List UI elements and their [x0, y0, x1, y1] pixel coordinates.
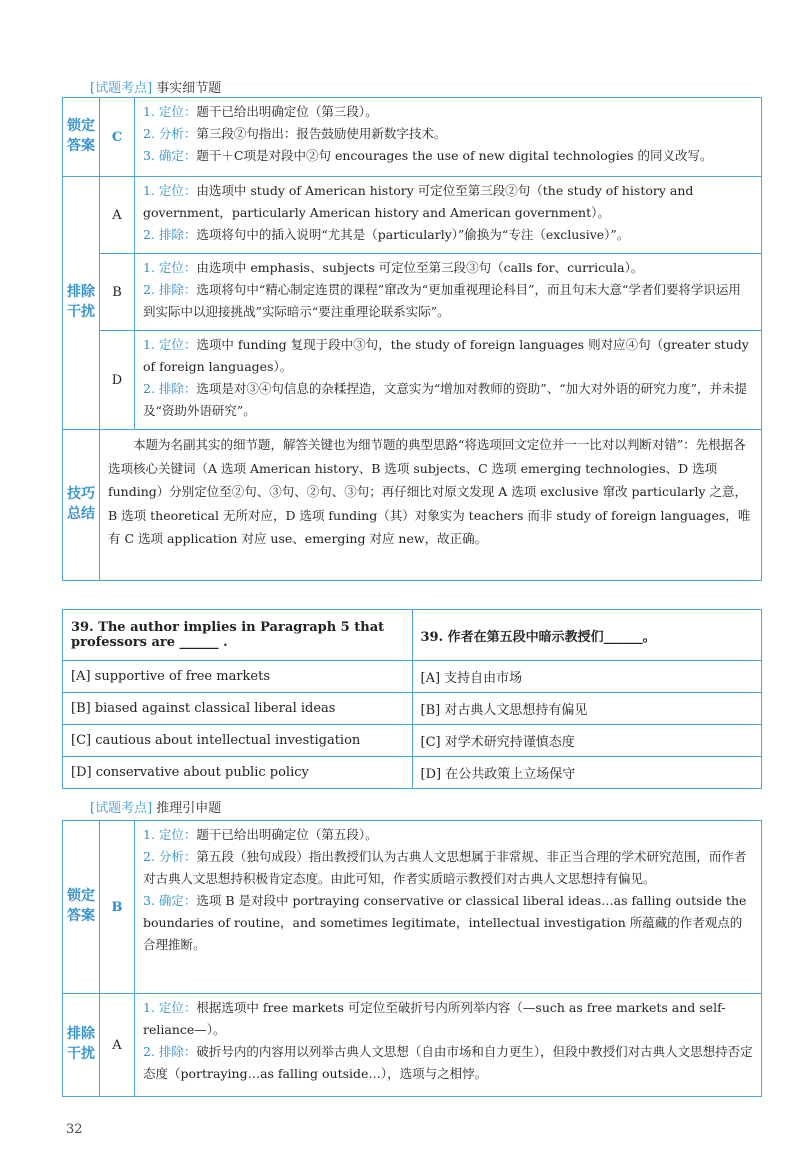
- exclude-option-a: A 1. 定位：由选项中 study of American history 可定位至第三段②句（the study of history and government，particularly American history and American government）。 2. 排除：选项将句中的插入说明“尤其是（particularly）”偷换为“专注（exclusive）”。: [100, 177, 761, 253]
- lock-answer-content: 1. 定位：题干已给出明确定位（第三段）。 2. 分析：第三段②句指出：报告鼓励使用新数字技术。 3. 确定：题干＋C项是对段中②句 encourages the use of new digital technologies 的同义改写。: [143, 104, 713, 163]
- option-letter: B: [100, 254, 135, 330]
- analysis-table-1: [62, 97, 762, 581]
- skill-summary-text: 本题为名副其实的细节题，解答关键也为细节题的典型思路“将选项回文定位并一一比对以判断对错”：先根据各选项核心关键词（A 选项 American history、B 选项 subjects、C 选项 emerging technologies、D 选项 funding）分别定位至②句、③句、②句、③句；再仔细比对原文发现 A 选项 exclusive 窜改 particularly 之意，B 选项 theoretical 无所对应，D 选项 funding（其）对象实为 teachers 而非 study of foreign languages，唯有 C 选项 application 对应 use、emerging 对应 new，故正确。: [108, 437, 751, 546]
- kaodian-label-1: [90, 77, 221, 96]
- option-d-en: [D] conservative about public policy: [63, 757, 413, 789]
- option-letter: A: [100, 994, 135, 1096]
- lock-answer-content: 1. 定位：题干已给出明确定位（第五段）。 2. 分析：第五段（独句成段）指出教授们认为古典人文思想属于非常规、非正当合理的学术研究范围，而作者对古典人文思想持积极肯定态度。由此可知，作者实质暗示教授们对古典人文思想持有偏见。 3. 确定：选项 B 是对段中 portraying conservative or classical liberal ideas…as falling outside the boundaries of routine，and sometimes legitimate，intellectual investigation 所蕴藏的作者观点的合理推断。: [143, 827, 747, 952]
- exclude-row: 排除干扰 A 1. 定位：根据选项中 free markets 可定位至破折号内所列举内容（—such as free markets and self-reliance—）。 2. 排除：破折号内的内容用以列举古典人文思想（自由市场和自力更生），但段中教授们对古典人文思想持否定态度（portraying…as falling outside…），选项与之相悖。: [63, 993, 761, 1096]
- exclude-option-b: B 1. 定位：由选项中 emphasis、subjects 可定位至第三段③句（calls for、curricula）。 2. 排除：选项将句中“精心制定连贯的课程”窜改为“更加重视理论科目”，而且句末大意“学者们要将学识运用到实际中以迎接挑战”实际暗示“要注重理论联系实际”。: [100, 253, 761, 330]
- page-number: 32: [66, 1122, 83, 1137]
- exclude-label: 排除干扰: [63, 177, 100, 429]
- kaodian-tag: [试题考点]: [90, 801, 153, 816]
- exclude-label: 排除干扰: [63, 994, 100, 1096]
- lock-answer-label: 锁定答案: [63, 821, 100, 993]
- question-39-table: [62, 609, 762, 789]
- lock-answer-row: [63, 98, 761, 176]
- answer-letter: C: [100, 98, 135, 176]
- answer-letter: B: [100, 821, 135, 993]
- option-b-zh: [B] 对古典人文思想持有偏见: [412, 693, 762, 725]
- kaodian-text: 推理引申题: [156, 801, 222, 816]
- question-stem-en: 39. The author implies in Paragraph 5 that professors are ______ .: [63, 610, 413, 661]
- skill-summary-label: 技巧总结: [63, 430, 100, 580]
- option-d-zh: [D] 在公共政策上立场保守: [412, 757, 762, 789]
- question-stem-zh: 39. 作者在第五段中暗示教授们______。: [412, 610, 762, 661]
- option-b-en: [B] biased against classical liberal ideas: [63, 693, 413, 725]
- kaodian-text: 事实细节题: [156, 81, 222, 96]
- exclude-row: [63, 176, 761, 429]
- skill-summary-row: [63, 429, 761, 580]
- option-letter: D: [100, 331, 135, 429]
- option-a-zh: [A] 支持自由市场: [412, 661, 762, 693]
- option-letter: A: [100, 177, 135, 253]
- option-c-zh: [C] 对学术研究持谨慎态度: [412, 725, 762, 757]
- lock-answer-row: [63, 821, 761, 993]
- option-c-en: [C] cautious about intellectual investigation: [63, 725, 413, 757]
- option-a-en: [A] supportive of free markets: [63, 661, 413, 693]
- kaodian-tag: [试题考点]: [90, 81, 153, 96]
- kaodian-label-2: [90, 797, 221, 816]
- lock-answer-label: 锁定答案: [63, 98, 100, 176]
- exclude-option-d: D 1. 定位：选项中 funding 复现于段中③句，the study of foreign languages 则对应④句（greater study of foreign languages）。 2. 排除：选项是对③④句信息的杂糅捏造，文意实为“增加对教师的资助”、“加大对外语的研究力度”，并未提及“资助外语研究”。: [100, 330, 761, 429]
- analysis-table-2: [62, 820, 762, 1097]
